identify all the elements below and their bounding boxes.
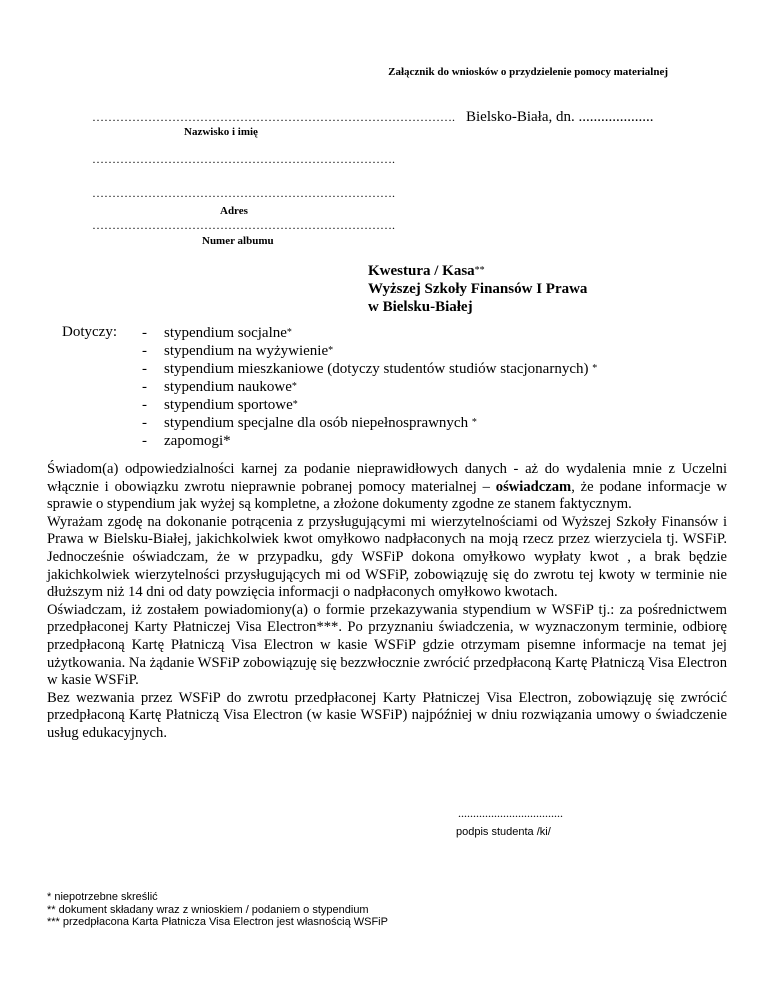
- list-item-text: stypendium naukowe: [164, 379, 292, 395]
- footnote-1: * niepotrzebne skreślić: [47, 891, 158, 903]
- concerns-lead: Dotyczy:: [62, 324, 117, 340]
- footnote-mark: *: [286, 327, 292, 338]
- list-dash: -: [142, 397, 147, 413]
- declaration-text-part: Świadom(a) odpowiedzialności karnej za podanie nieprawidłowych danych - aż do wydalenia mnie z Uczelni włącznie i obowiązku zwrotu nieprawnie pobranej pomocy materialnej –: [47, 461, 727, 495]
- addressee-office: Kwestura / Kasa: [368, 263, 475, 279]
- declaration-bold-word: oświadczam: [495, 478, 572, 495]
- declaration-text: [47, 461, 727, 743]
- album-field-line: ………………………………………………………………….: [92, 218, 395, 232]
- addressee-line-1: [368, 263, 485, 280]
- declaration-text-part: , że podane informacje w sprawie o stypendium jak wyżej są kompletne, a złożone dokumenty zgodne ze stanem faktycznym.: [47, 478, 727, 513]
- footnote-mark: *: [291, 381, 297, 392]
- footnote-mark: *: [592, 363, 598, 374]
- list-item-text: stypendium sportowe: [164, 397, 293, 413]
- footnote-mark: *: [471, 417, 477, 428]
- declaration-paragraph-2: Wyrażam zgodę na dokonanie potrącenia z przysługującymi mi wierzytelnościami od Wyższej Szkoły Finansów i Prawa w Bielsku-Białej, jakichkolwiek kwot omyłkowo nadpłaconych na moją rzecz przez wierzyciela tj. WSFiP. Jednocześnie oświadczam, że w przypadku, gdy WSFiP dokona omyłkowo wypłaty kwot , a brak będzie jakichkolwiek wierzytelności przysługujących mi od WSFiP, zobowiązuję się do zwrotu tej kwoty w terminie nie dłuższym niż 14 dni od daty powzięcia informacji o nadpłaconych omyłkowo kwotach.: [47, 513, 727, 601]
- attachment-note: Załącznik do wniosków o przydzielenie pomocy materialnej: [388, 66, 668, 78]
- footnote-3: *** przedpłacona Karta Płatnicza Visa Electron jest własnością WSFiP: [47, 916, 388, 929]
- list-dash: -: [142, 343, 147, 359]
- footnote-mark: *: [292, 399, 298, 410]
- list-dash: -: [142, 415, 147, 431]
- footnote-2: ** dokument składany wraz z wnioskiem / podaniem o stypendium: [47, 903, 369, 916]
- city-date: Bielsko-Biała, dn. ....................: [466, 109, 654, 125]
- list-item-text: stypendium socjalne: [164, 325, 287, 341]
- list-dash: -: [142, 433, 147, 449]
- list-dash: -: [142, 325, 147, 341]
- declaration-paragraph-3: Oświadczam, iż zostałem powiadomiony(a) o formie przekazywania stypendium w WSFiP tj.: za pośrednictwem przedpłaconej Karty Płatniczej Visa Electron***. Po przyznaniu świadczenia, w wyznaczonym terminie, odbiorę przedpłaconą Kartę Płatniczą Visa Electron w kasie WSFiP gdzie otrzymam pisemne informacje na temat jej użytkowania. Na żądanie WSFiP zobowiązuję się bezzwłocznie zwrócić przedpłaconą Kartę Płatniczą Visa Electron w kasie WSFiP.: [47, 601, 727, 689]
- address-label: Adres: [220, 205, 248, 217]
- addressee-line-3: w Bielsku-Białej: [368, 299, 473, 315]
- signature-label: podpis studenta /ki/: [456, 826, 551, 838]
- declaration-paragraph-1: [47, 461, 727, 514]
- name-label: Nazwisko i imię: [184, 126, 258, 138]
- addressee-footnote-mark: **: [474, 265, 485, 276]
- footnotes: [47, 891, 388, 929]
- declaration-paragraph-4: Bez wezwania przez WSFiP do zwrotu przedpłaconej Karty Płatniczej Visa Electron, zobowiązuję się zwrócić przedpłaconą Kartę Płatniczą Visa Electron (w kasie WSFiP) najpóźniej w dniu rozwiązania umowy o świadczenie usług edukacyjnych.: [47, 689, 727, 741]
- list-item-text: stypendium specjalne dla osób niepełnosprawnych: [164, 415, 472, 431]
- address-field-line-1: ………………………………………………………………….: [92, 152, 395, 166]
- addressee-line-2: Wyższej Szkoły Finansów I Prawa: [368, 281, 588, 297]
- list-dash: -: [142, 379, 147, 395]
- list-item-text: stypendium mieszkaniowe (dotyczy studentów studiów stacjonarnych): [164, 361, 593, 377]
- album-label: Numer albumu: [202, 235, 274, 247]
- name-field-line: ……………………………………………………………………………….: [92, 110, 455, 124]
- list-item-text: zapomogi*: [164, 433, 231, 449]
- footnote-mark: *: [328, 345, 334, 356]
- list-dash: -: [142, 361, 147, 377]
- list-item-text: stypendium na wyżywienie: [164, 343, 329, 359]
- address-field-line-2: ………………………………………………………………….: [92, 186, 395, 200]
- signature-line: ...................................: [458, 806, 563, 820]
